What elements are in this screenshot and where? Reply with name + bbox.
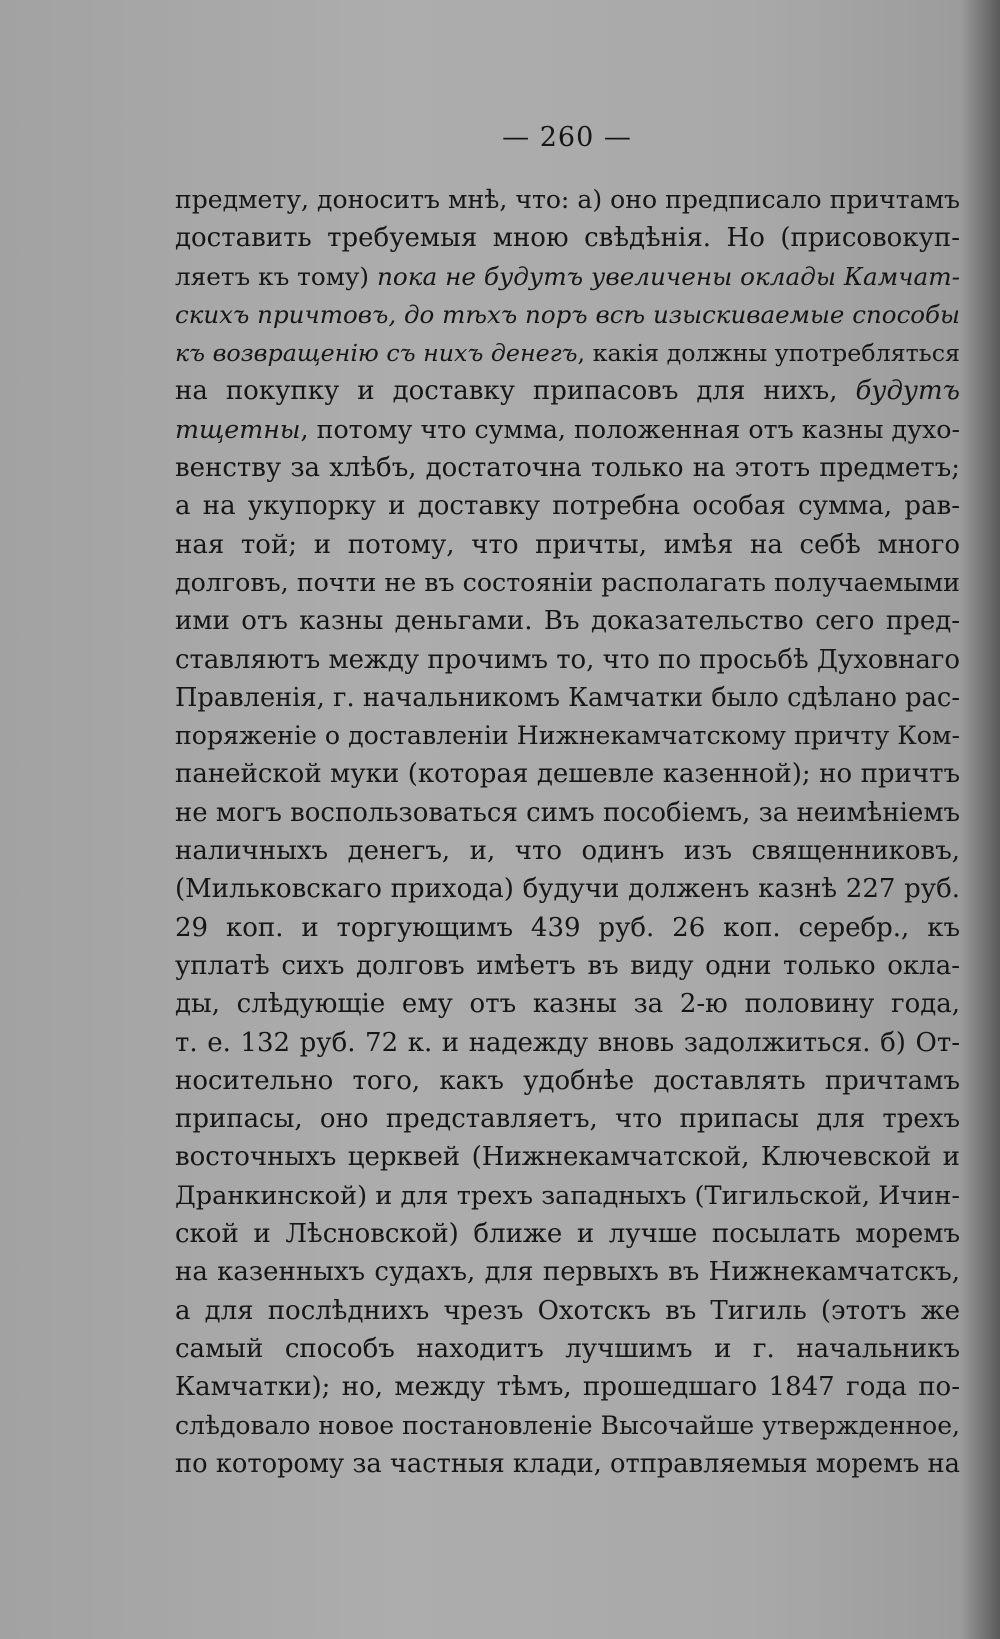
text-span: ная той; и потому, что причты, имѣя на себѣ много [175, 529, 960, 560]
text-line [175, 641, 960, 679]
text-span: т. е. 132 руб. 72 к. и надежду вновь задолжиться. б) От- [175, 1027, 960, 1058]
body-text [175, 181, 960, 1483]
text-line [175, 181, 960, 219]
text-line [175, 1062, 960, 1100]
text-line [175, 1177, 960, 1215]
text-line [175, 372, 960, 410]
text-span: Правленія, г. начальникомъ Камчатки было сдѣлано рас- [175, 682, 960, 713]
text-span: поряженіе о доставленіи Нижнекамчатскому причту Ком- [175, 721, 960, 751]
text-span: , какія должны употребляться [577, 339, 960, 368]
text-line [175, 1330, 960, 1368]
text-line [175, 1215, 960, 1253]
text-line [175, 411, 960, 449]
text-line [175, 1100, 960, 1138]
text-line [175, 564, 960, 602]
text-line [175, 679, 960, 717]
text-span: ляетъ къ тому) [175, 261, 377, 291]
text-span: долговъ, почти не въ состояніи располагать получаемыми [175, 567, 960, 597]
italic-text: будутъ [855, 376, 960, 407]
italic-text: пока не будутъ увеличены оклады Камчат- [376, 261, 960, 291]
text-span: 29 коп. и торгующимъ 439 руб. 26 коп. серебр., къ [175, 912, 960, 943]
text-line [175, 449, 960, 487]
text-span: ды, слѣдующіе ему отъ казны за 2-ю половину года, [175, 989, 960, 1020]
text-span: на казенныхъ судахъ, для первыхъ въ Нижнекамчатскъ, [175, 1257, 960, 1288]
text-span: а для послѣднихъ чрезъ Охотскъ въ Тигиль (этотъ же [175, 1295, 960, 1326]
text-line [175, 1024, 960, 1062]
text-line [175, 909, 960, 947]
text-line [175, 870, 960, 908]
text-span: предмету, доноситъ мнѣ, что: а) оно предписало причтамъ [175, 185, 960, 214]
page-number: — 260 — [502, 122, 632, 153]
italic-text: тщетны [175, 414, 301, 444]
text-span: ставляютъ между прочимъ то, что по просьбѣ Духовнаго [175, 644, 960, 675]
text-span: носительно того, какъ удобнѣе доставлять причтамъ [175, 1065, 960, 1096]
text-line [175, 296, 960, 334]
text-span: (Мильковскаго прихода) будучи долженъ казнѣ 227 руб. [175, 874, 960, 905]
text-line [175, 219, 960, 257]
italic-text: скихъ причтовъ, до тѣхъ поръ всѣ изыскиваемые способы [175, 299, 960, 329]
text-span: доставить требуемыя мною свѣдѣнія. Но (присовокуп- [175, 223, 960, 254]
text-span: венству за хлѣбъ, достаточна только на этотъ предметъ; [175, 453, 960, 484]
text-span: слѣдовало новое постановленіе Высочайше утвержденное, [175, 1410, 960, 1440]
text-span: наличныхъ денегъ, и, что одинъ изъ священниковъ, [175, 836, 960, 867]
text-span: уплатѣ сихъ долговъ имѣетъ въ виду одни только окла- [175, 950, 960, 981]
text-span: Дранкинской) и для трехъ западныхъ (Тигильской, Ичин- [175, 1180, 960, 1211]
text-line [175, 334, 960, 372]
text-line [175, 487, 960, 525]
text-span: ими отъ казны деньгами. Въ доказательство сего пред- [175, 606, 960, 637]
text-span: припасы, оно представляетъ, что припасы для трехъ [175, 1104, 960, 1135]
text-span: , потому что сумма, положенная отъ казны духо- [300, 414, 960, 444]
text-line [175, 1407, 960, 1445]
text-line [175, 526, 960, 564]
text-line [175, 832, 960, 870]
text-span: на покупку и доставку припасовъ для нихъ, [175, 376, 856, 407]
text-span: восточныхъ церквей (Нижнекамчатской, Ключевской и [175, 1142, 960, 1173]
text-line [175, 755, 960, 793]
text-span: а на укупорку и доставку потребна особая сумма, рав- [175, 491, 960, 522]
text-line [175, 602, 960, 640]
text-span: по которому за частныя клади, отправляемыя моремъ на [175, 1448, 960, 1479]
text-line [175, 947, 960, 985]
italic-text: къ возвращенію съ нихъ денегъ [175, 339, 578, 368]
text-line [175, 794, 960, 832]
text-line [175, 1253, 960, 1291]
text-span: не могъ воспользоваться симъ пособіемъ, за неимѣніемъ [175, 797, 960, 828]
text-span: самый способъ находитъ лучшимъ и г. начальникъ [175, 1333, 960, 1364]
text-line [175, 985, 960, 1023]
text-line [175, 1368, 960, 1406]
text-span: ской и Лѣсновской) ближе и лучше посылать моремъ [175, 1219, 960, 1250]
text-span: панейской муки (которая дешевле казенной); но причтъ [175, 759, 960, 790]
text-span: Камчатки); но, между тѣмъ, прошедшаго 1847 года по- [175, 1372, 960, 1403]
text-line [175, 717, 960, 755]
text-line [175, 258, 960, 296]
text-line [175, 1292, 960, 1330]
text-line [175, 1138, 960, 1176]
text-line [175, 1445, 960, 1483]
